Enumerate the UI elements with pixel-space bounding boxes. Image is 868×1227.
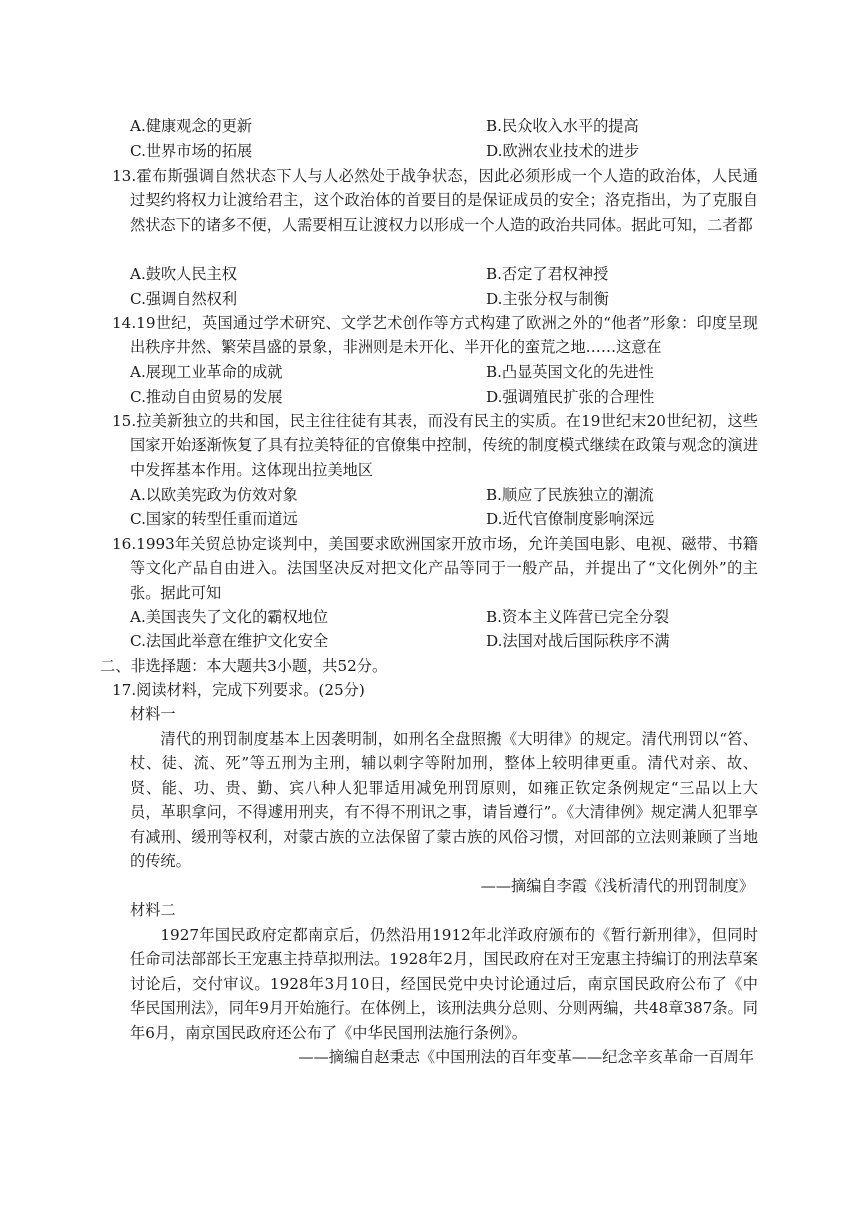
q14-option-d: D.强调殖民扩张的合理性 bbox=[486, 388, 655, 406]
q16-option-b: B.资本主义阵营已完全分裂 bbox=[486, 608, 670, 626]
q16-option-c: C.法国此举意在维护文化安全 bbox=[130, 632, 329, 650]
q14-option-c: C.推动自由贸易的发展 bbox=[130, 388, 283, 406]
q17-stem: 17.阅读材料，完成下列要求。(25分) bbox=[112, 681, 365, 699]
q13-option-b: B.否定了君权神授 bbox=[486, 265, 609, 283]
q15-option-c: C.国家的转型任重而道远 bbox=[130, 510, 298, 528]
q14-option-b: B.凸显英国文化的先进性 bbox=[486, 363, 654, 381]
material-1-label: 材料一 bbox=[130, 705, 176, 723]
q12-option-a: A.健康观念的更新 bbox=[130, 117, 253, 135]
material-2-text: 1927年国民政府定都南京后，仍然沿用1912年北洋政府颁布的《暂行新刑律》，但同时任命司法部部长王宠惠主持草拟刑法。1928年2月，国民政府在对王宠惠主持编订的刑法草案讨论后，交付审议。1928年3月10日，经国民党中央讨论通过后，南京国民政府公布了《中华民国刑法》，同年9月开始施行。在体例上，该刑法典分总则、分则两编，共48章387条。同年6月，南京国民政府还公布了《中华民国刑法施行条例》。 bbox=[130, 926, 758, 1042]
q16-stem: 16.1993年关贸总协定谈判中，美国要求欧洲国家开放市场，允许美国电影、电视、磁带、书籍等文化产品自由进入。法国坚决反对把文化产品等同于一般产品，并提出了“文化例外”的主张。据此可知 bbox=[112, 535, 758, 602]
q15-stem: 15.拉美新独立的共和国，民主往往徒有其表，而没有民主的实质。在19世纪末20世纪初，这些国家开始逐渐恢复了具有拉美特征的官僚集中控制，传统的制度模式继续在政策与观念的演进中发挥基本作用。这体现出拉美地区 bbox=[112, 412, 758, 479]
q12-option-d: D.欧洲农业技术的进步 bbox=[486, 142, 640, 160]
material-1-text: 清代的刑罚制度基本上因袭明制，如刑名全盘照搬《大明律》的规定。清代刑罚以“笞、杖、徒、流、死”等五刑为主刑，辅以刺字等附加刑，整体上较明律更重。清代对亲、故、贤、能、功、贵、勤、宾八种人犯罪适用减免刑罚原则，如雍正钦定条例规定“三品以上大员，革职拿问，不得遽用刑夹，有不得不刑讯之事，请旨遵行”。《大清律例》规定满人犯罪享有减刑、缓刑等权利，对蒙古族的立法保留了蒙古族的风俗习惯，对回部的立法则兼顾了当地的传统。 bbox=[130, 730, 758, 871]
q12-option-c: C.世界市场的拓展 bbox=[130, 142, 253, 160]
q14-option-a: A.展现工业革命的成就 bbox=[130, 363, 283, 381]
q13-option-a: A.鼓吹人民主权 bbox=[130, 265, 237, 283]
q13-stem: 13.霍布斯强调自然状态下人与人必然处于战争状态，因此必须形成一个人造的政治体，人民通过契约将权力让渡给君主，这个政治体的首要目的是保证成员的安全；洛克指出，为了克服自然状态下的诸多不便，人需要相互让渡权力以形成一个人造的政治共同体。据此可知，二者都 bbox=[112, 167, 758, 234]
q15-option-d: D.近代官僚制度影响深远 bbox=[486, 510, 655, 528]
q16-option-d: D.法国对战后国际秩序不满 bbox=[486, 632, 670, 650]
q14-stem: 14.19世纪，英国通过学术研究、文学艺术创作等方式构建了欧洲之外的“他者”形象：印度呈现出秩序井然、繁荣昌盛的景象，非洲则是未开化、半开化的蛮荒之地……这意在 bbox=[112, 314, 758, 357]
section-heading: 二、非选择题：本大题共3小题，共52分。 bbox=[100, 657, 388, 675]
q12-option-b: B.民众收入水平的提高 bbox=[486, 117, 639, 135]
q13-option-d: D.主张分权与制衡 bbox=[486, 290, 609, 308]
q15-option-b: B.顺应了民族独立的潮流 bbox=[486, 486, 654, 504]
q13-option-c: C.强调自然权利 bbox=[130, 290, 238, 308]
material-2-label: 材料二 bbox=[130, 901, 176, 919]
material-1-source: ——摘编自李霞《浅析清代的刑罚制度》 bbox=[480, 877, 754, 895]
q16-option-a: A.美国丧失了文化的霸权地位 bbox=[130, 608, 329, 626]
material-2-source: ——摘编自赵秉志《中国刑法的百年变革——纪念辛亥革命一百周年 bbox=[298, 1048, 754, 1066]
q15-option-a: A.以欧美宪政为仿效对象 bbox=[130, 486, 298, 504]
